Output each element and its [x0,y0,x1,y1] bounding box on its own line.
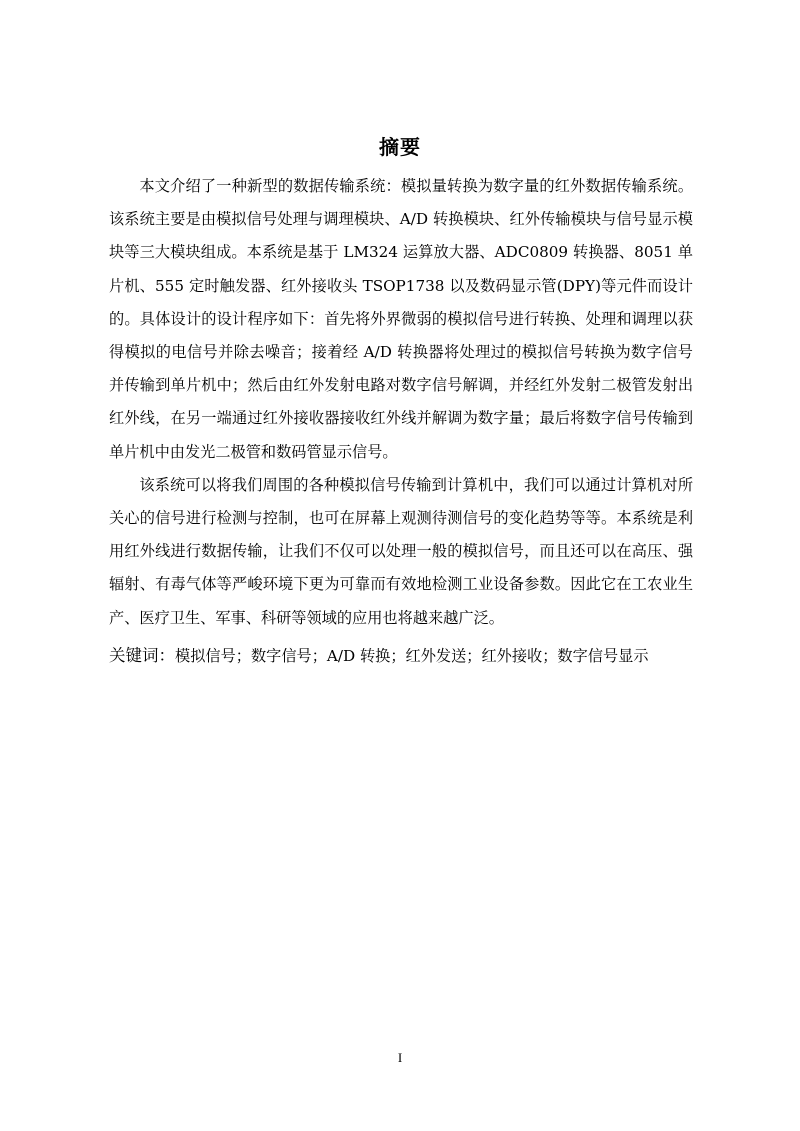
abstract-body [109,170,693,673]
page-number: I [397,1050,403,1065]
abstract-paragraph-1: 本文介绍了一种新型的数据传输系统：模拟量转换为数字量的红外数据传输系统。该系统主要是由模拟信号处理与调理模块、A/D 转换模块、红外传输模块与信号显示模块等三大模块组成。本系统是基于 LM324 运算放大器、ADC0809 转换器、8051 单片机、555 定时触发器、红外接收头 TSOP1738 以及数码显示管(DPY)等元件而设计的。具体设计的设计程序如下：首先将外界微弱的模拟信号进行转换、处理和调理以获得模拟的电信号并除去噪音；接着经 A/D 转换器将处理过的模拟信号转换为数字信号并传输到单片机中；然后由红外发射电路对数字信号解调，并经红外发射二极管发射出红外线，在另一端通过红外接收器接收红外线并解调为数字量；最后将数字信号传输到单片机中由发光二极管和数码管显示信号。 [109,177,693,461]
abstract-paragraph-2: 该系统可以将我们周围的各种模拟信号传输到计算机中，我们可以通过计算机对所关心的信号进行检测与控制，也可在屏幕上观测待测信号的变化趋势等等。本系统是利用红外线进行数据传输，让我们不仅可以处理一般的模拟信号，而且还可以在高压、强辐射、有毒气体等严峻环境下更为可靠而有效地检测工业设备参数。因此它在工农业生产、医疗卫生、军事、科研等领域的应用也将越来越广泛。 [109,475,693,627]
keywords-line [109,639,693,673]
page-title: 摘要 [379,135,421,159]
keywords-label: 关键词： [109,645,175,665]
keywords-text: 模拟信号；数字信号；A/D 转换；红外发送；红外接收；数字信号显示 [175,646,649,665]
